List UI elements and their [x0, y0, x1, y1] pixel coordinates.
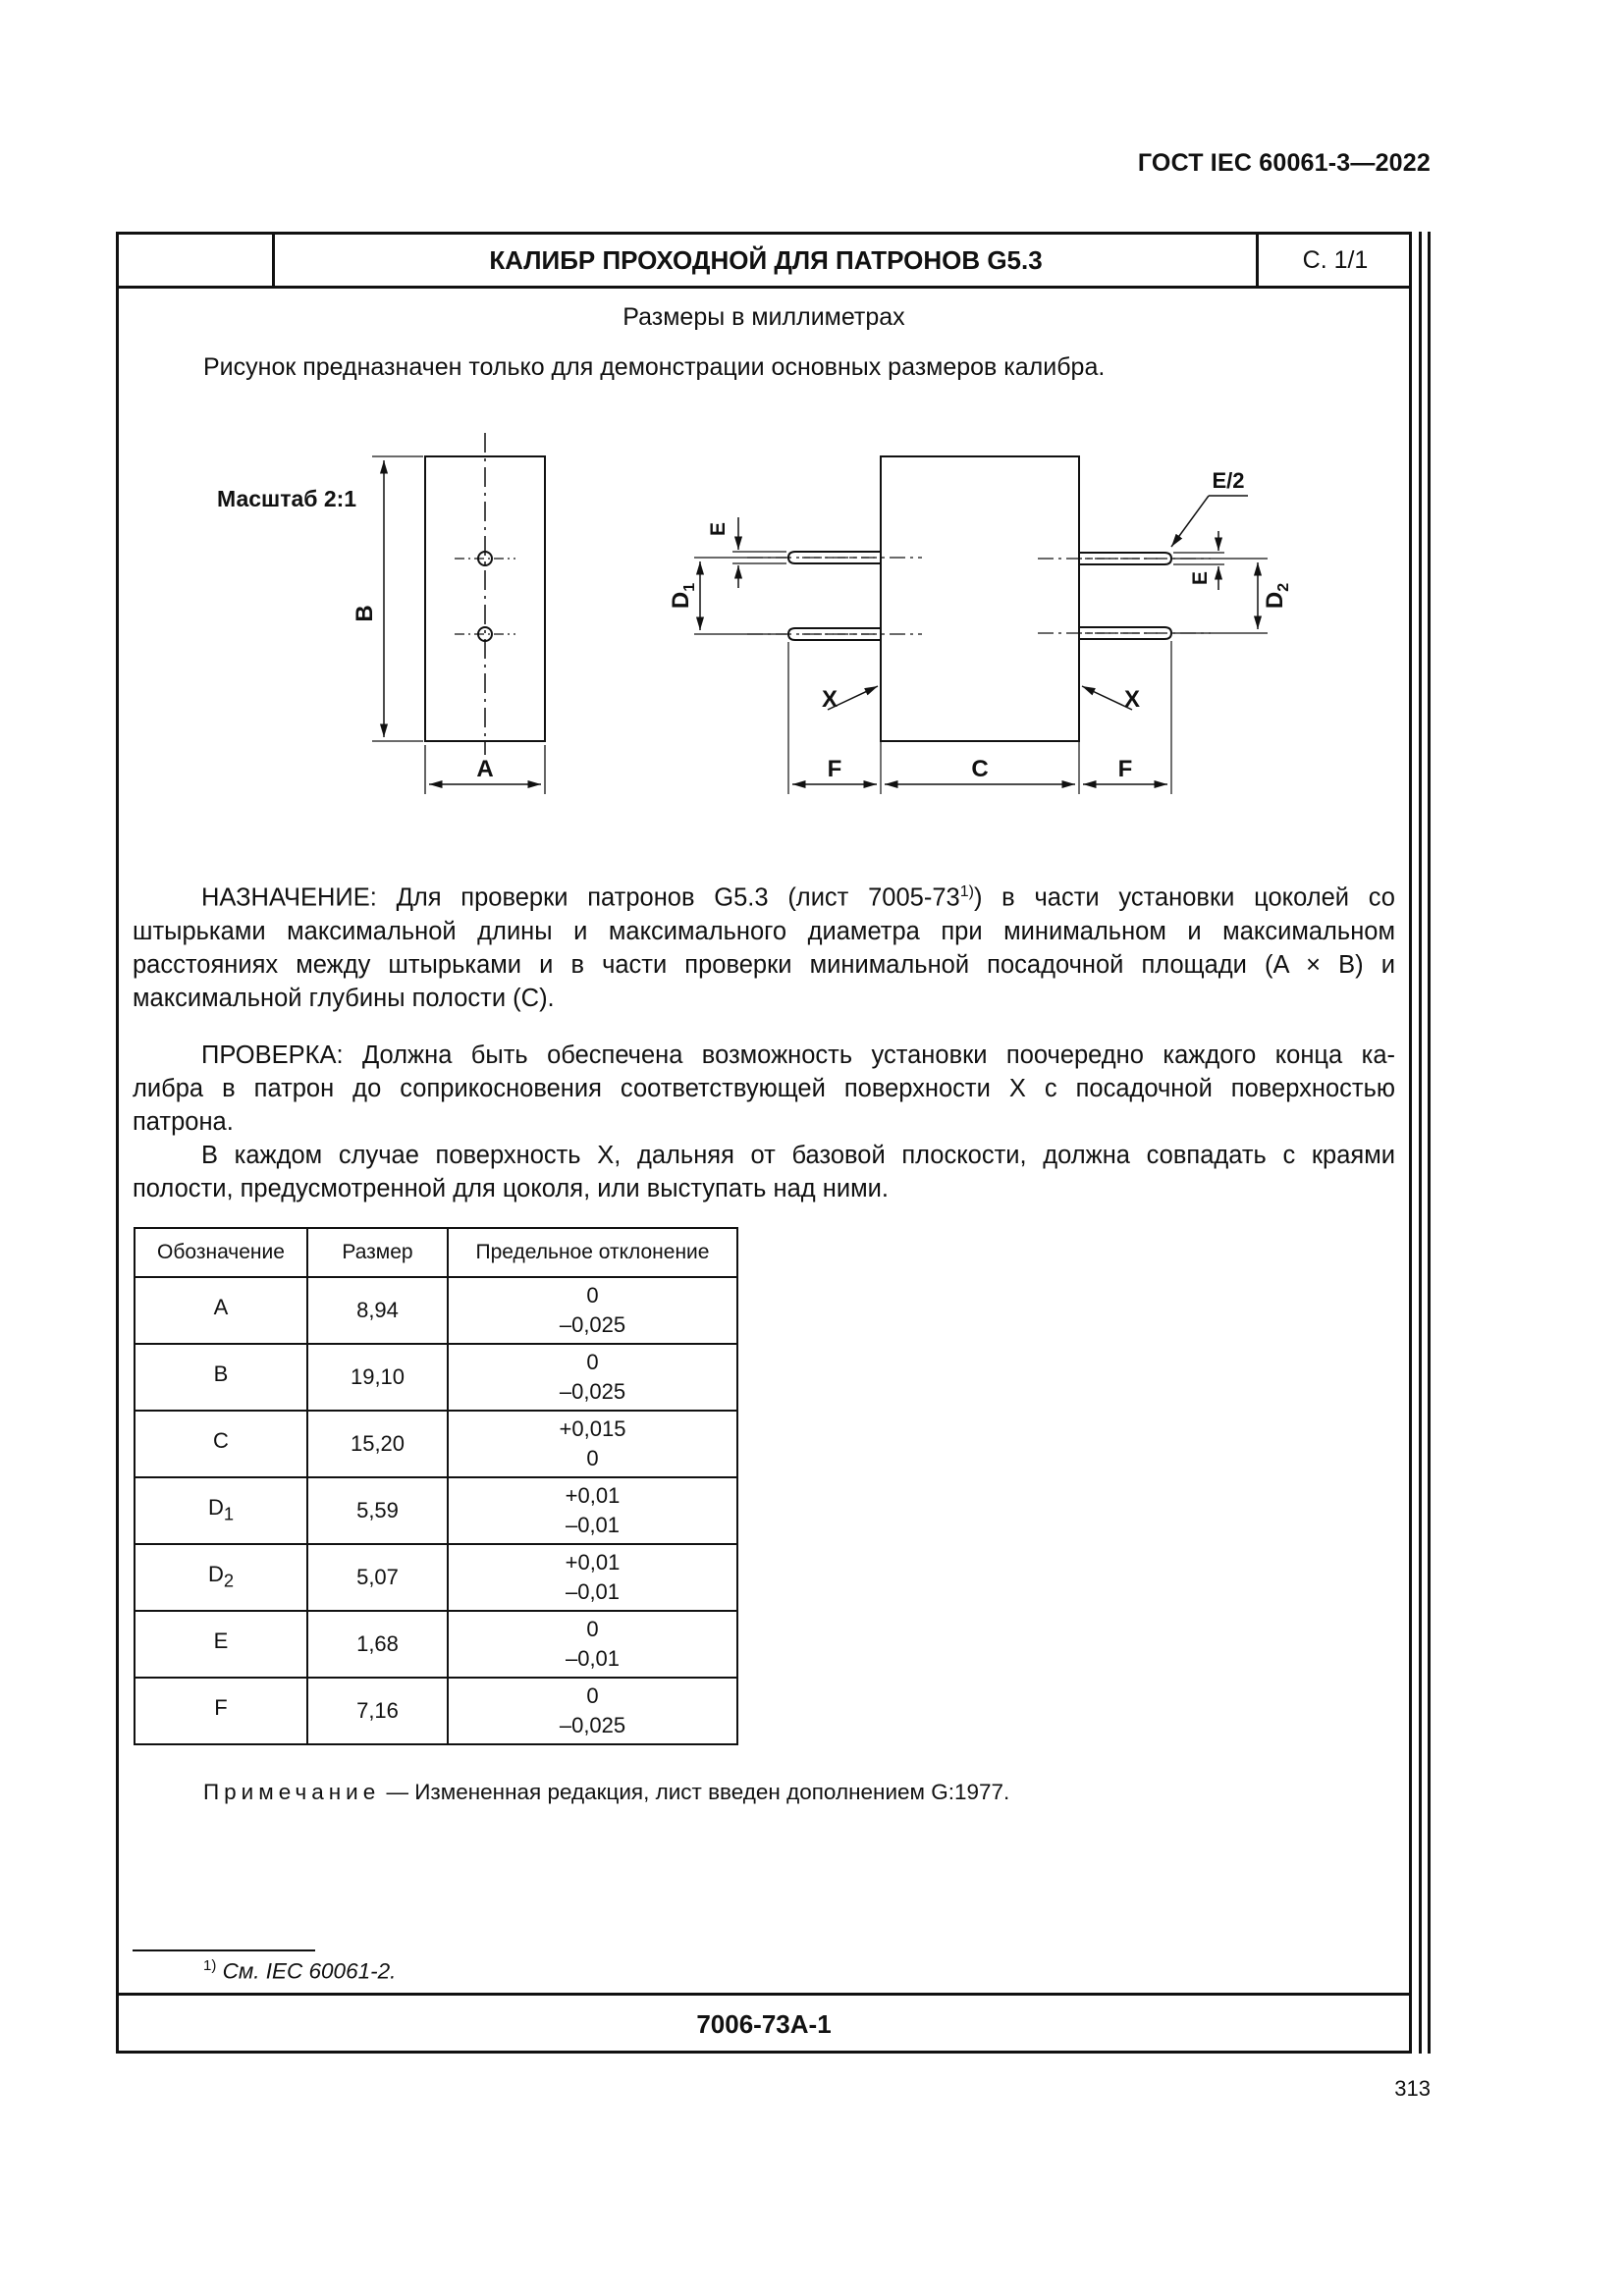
cell-designation [135, 1611, 307, 1678]
tolerance-lower: –0,025 [559, 1713, 626, 1737]
standard-designation: ГОСТ IEC 60061-3—2022 [1137, 149, 1431, 177]
cell-size: 5,59 [307, 1477, 448, 1544]
tolerance-upper: +0,015 [559, 1416, 626, 1441]
sheet-frame [116, 232, 1412, 2054]
check-line-4 [133, 1139, 1395, 1172]
footnote-rule [133, 1949, 315, 1951]
cell-designation [135, 1277, 307, 1344]
check-label: ПРОВЕРКА: [201, 1041, 362, 1069]
table-header-row [135, 1228, 737, 1277]
label-c: C [971, 756, 989, 782]
tolerance-upper: 0 [586, 1283, 599, 1308]
cell-designation [135, 1344, 307, 1411]
sheet-title: КАЛИБР ПРОХОДНОЙ ДЛЯ ПАТРОНОВ G5.3 [489, 244, 1043, 275]
designation-sub: 1 [223, 1503, 235, 1524]
purpose-line-3: расстояниях между штырьками и в части проверки минимальной посадочной площади (A × B) и [133, 950, 1395, 979]
table-row [135, 1678, 737, 1744]
gauge-side-view-body [881, 456, 1079, 741]
page-number: 313 [1394, 2076, 1431, 2101]
cell-size: 19,10 [307, 1344, 448, 1411]
tolerance-lower: –0,01 [565, 1646, 621, 1671]
label-d2-sub: 2 [1275, 582, 1292, 592]
designation-text: C [213, 1427, 229, 1453]
sheet-index: С. 1/1 [1256, 235, 1412, 286]
designation-text: D [207, 1561, 224, 1586]
cell-tolerance [448, 1277, 737, 1344]
label-d1-sub: 1 [681, 582, 698, 592]
designation-text: A [213, 1294, 229, 1319]
cell-designation [135, 1411, 307, 1477]
label-e-right: E [1189, 570, 1212, 586]
cell-size: 8,94 [307, 1277, 448, 1344]
label-e2: E/2 [1212, 468, 1245, 493]
designation-text: F [214, 1694, 228, 1720]
cell-tolerance [448, 1344, 737, 1411]
purpose-line-2: штырьками максимальной длины и максимального диаметра при минимальном и максимальном [133, 917, 1395, 945]
label-d1 [668, 583, 698, 609]
label-d2-base: D [1262, 591, 1288, 610]
designation-text: D [207, 1494, 224, 1520]
figure-note: Рисунок предназначен только для демонстрации основных размеров калибра. [203, 353, 1106, 381]
tolerance-lower: –0,025 [559, 1312, 626, 1337]
check-paragraph [133, 1039, 1395, 1205]
table-row [135, 1344, 737, 1411]
cell-size: 1,68 [307, 1611, 448, 1678]
tolerance-lower: 0 [586, 1446, 599, 1470]
purpose-label: НАЗНАЧЕНИЕ: [201, 883, 397, 912]
cell-size: 7,16 [307, 1678, 448, 1744]
footnote-text[interactable]: См. IEC 60061-2. [216, 1958, 397, 1984]
tolerance-upper: +0,01 [565, 1483, 621, 1508]
units-note: Размеры в миллиметрах [622, 303, 905, 331]
purpose-line-1 [133, 876, 1395, 915]
table-row [135, 1611, 737, 1678]
title-block [119, 235, 1409, 289]
tolerance-lower: –0,025 [559, 1379, 626, 1404]
designation-sub: 2 [223, 1570, 235, 1591]
tolerance-upper: 0 [586, 1617, 599, 1641]
check-line-4-text: В каждом случае поверхность X, дальняя от базовой плоскости, должна совпадать с краями [201, 1142, 1395, 1169]
purpose-paragraph [133, 876, 1395, 1015]
cell-tolerance [448, 1678, 737, 1744]
title-block-empty-cell [119, 235, 275, 286]
frame-margin-line [1428, 232, 1431, 2054]
scale-label: Масштаб 2:1 [217, 486, 357, 511]
footnote-marker: 1) [203, 1957, 217, 1974]
purpose-line-1-after: ) в части установки цоколей со [973, 883, 1395, 912]
column-header-size: Размер [307, 1228, 448, 1277]
tolerance-upper: 0 [586, 1683, 599, 1708]
table-row [135, 1411, 737, 1477]
label-e-left: E [707, 521, 730, 537]
cell-size: 15,20 [307, 1411, 448, 1477]
label-a: A [476, 756, 494, 782]
check-line-3: патрона. [133, 1108, 234, 1136]
tolerance-lower: –0,01 [565, 1579, 621, 1604]
cell-size: 5,07 [307, 1544, 448, 1611]
check-line-5: полости, предусмотренной для цоколя, или выступать над ними. [133, 1175, 889, 1202]
label-x-left: X [821, 686, 839, 713]
column-header-designation: Обозначение [135, 1228, 307, 1277]
label-f-right: F [1117, 756, 1133, 782]
check-line-2: либра в патрон до соприкосновения соответствующей поверхности X с посадочной поверхностью [133, 1075, 1395, 1102]
label-d1-base: D [668, 591, 694, 610]
purpose-line-1-before: Для проверки патронов G5.3 (лист 7005-73 [396, 883, 960, 912]
table-row [135, 1477, 737, 1544]
cell-tolerance [448, 1611, 737, 1678]
tolerance-lower: –0,01 [565, 1513, 621, 1537]
check-line-1-text: Должна быть обеспечена возможность установки поочередно каждого конца ка- [362, 1041, 1395, 1069]
footnote-reference[interactable]: 1) [959, 883, 974, 900]
cell-tolerance [448, 1544, 737, 1611]
check-line-1 [133, 1039, 1395, 1072]
label-d2 [1262, 583, 1292, 609]
dimensions-table [134, 1227, 738, 1745]
label-f-left: F [827, 756, 842, 782]
table-row [135, 1277, 737, 1344]
note-text: — Измененная редакция, лист введен дополнением G:1977. [380, 1780, 1010, 1804]
footnote [203, 1957, 396, 1985]
column-header-tolerance: Предельное отклонение [448, 1228, 737, 1277]
note-label: Примечание [203, 1780, 381, 1804]
purpose-line-4: максимальной глубины полости (С). [133, 984, 555, 1012]
tolerance-upper: 0 [586, 1350, 599, 1374]
table-note [203, 1780, 1009, 1805]
tolerance-upper: +0,01 [565, 1550, 621, 1575]
label-x-right: X [1123, 686, 1141, 713]
sheet-code: 7006-73A-1 [119, 1993, 1409, 2054]
cell-designation [135, 1678, 307, 1744]
frame-margin-line [1419, 232, 1422, 2054]
designation-text: E [213, 1628, 229, 1653]
cell-tolerance [448, 1477, 737, 1544]
cell-tolerance [448, 1411, 737, 1477]
cell-designation [135, 1477, 307, 1544]
cell-designation [135, 1544, 307, 1611]
gauge-top-view-body [425, 456, 545, 741]
table-row [135, 1544, 737, 1611]
designation-text: B [213, 1361, 229, 1386]
leader-e2 [1171, 496, 1209, 547]
label-b: B [352, 605, 378, 622]
